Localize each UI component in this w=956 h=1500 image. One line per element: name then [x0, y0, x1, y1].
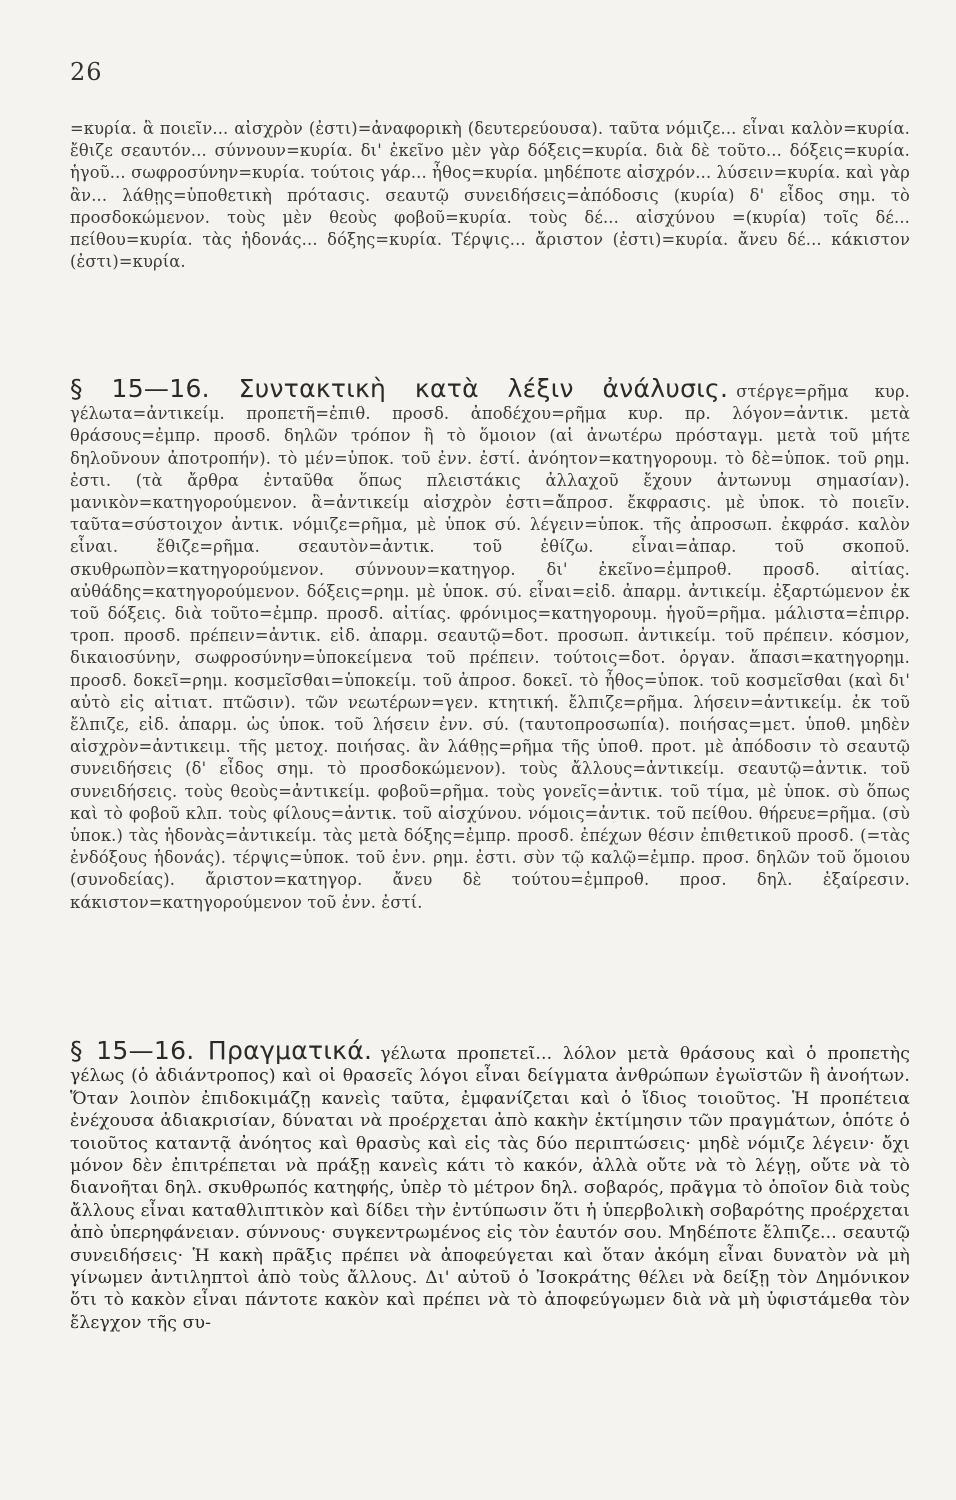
paragraph-text: =κυρία. ἃ ποιεῖν... αἰσχρὸν (ἐστι)=ἀναφορικὴ (δευτερεύουσα). ταῦτα νόμιζε... εἶναι καλὸν=κυρία. ἔθιζε σεαυτόν... σύννουν=κυρία. δι' ἐκεῖνο μὲν γὰρ δόξεις=κυρία. διὰ δὲ τοῦτο... δόξεις=κυρία. ἡγοῦ... σωφροσύνην=κυρία. τούτοις γάρ... ἦθος=κυρία. μηδέποτε αἰσχρόν... λύσειν=κυρία. καὶ γὰρ ἂν... λάθῃς=ὑποθετικὴ πρότασις. σεαυτῷ συνειδήσεις=ἀπόδοσις (κυρία) δ' εἶδος σημ. τὸ προσδοκώμενον. τοὺς μὲν θεοὺς φοβοῦ=κυρία. τοὺς δέ... αἰσχύνου =(κυρία) τοῖς δέ... πείθου=κυρία. τὰς ἡδονάς... δόξης=κυρία. Τέρψις... ἄριστον (ἐστι)=κυρία. ἄνευ δέ... κάκιστον (ἐστι)=κυρία. — [70, 119, 910, 272]
section-heading: § 15—16. Πραγματικά. — [70, 1036, 373, 1065]
section-text: στέργε=ρῆμα κυρ. γέλωτα=ἀντικείμ. προπετῆ=ἐπιθ. προσδ. ἀποδέχου=ρῆμα κυρ. πρ. λόγον=ἀντικ. μετὰ θράσους=ἐμπρ. προσδ. δηλῶν τρόπον ἢ τὸ ὅμοιον (αἱ ἀνωτέρω πρόσταγμ. μετὰ τοῦ μήτε δηλοῦνουν ἀποτροπήν). τὸ μέν=ὑποκ. τοῦ ἐνν. ἐστί. ἀνόητον=κατηγορουμ. τὸ δὲ=ὑποκ. τοῦ ρημ. ἐστι. (τὰ ἄρθρα ἐνταῦθα ὅπως πλειστάκις ἀλλαχοῦ ἔχουν ἀντωνυμ σημασίαν). μανικὸν=κατηγορούμενον. ἃ=ἀντικείμ αἰσχρὸν ἐστι=ἄπροσ. ἔκφρασις. μὲ ὑποκ. τὸ ποιεῖν. ταῦτα=σύστοιχον ἀντικ. νόμιζε=ρῆμα, μὲ ὑποκ σύ. λέγειν=ὑποκ. τῆς ἀπροσωπ. ἐκφράσ. καλὸν εἶναι. ἔθιζε=ρῆμα. σεαυτὸν=ἀντικ. τοῦ ἐθίζω. εἶναι=ἀπαρ. τοῦ σκοποῦ. σκυθρωπὸν=κατηγορούμενον. σύννουν=κατηγορ. δι' ἐκεῖνο=ἐμπροθ. προσδ. αἰτίας. αὐθάδης=κατηγορούμενον. δόξεις=ρημ. μὲ ὑποκ. σύ. εἶναι=εἰδ. ἀπαρμ. ἀντικείμ. ἐξαρτώμενον ἐκ τοῦ δόξεις. διὰ τοῦτο=ἐμπρ. προσδ. αἰτίας. φρόνιμος=κατηγορουμ. ἡγοῦ=ρῆμα. μάλιστα=ἐπιρρ. τροπ. προσδ. πρέπειν=ἀντικ. εἰδ. ἀπαρμ. σεαυτῷ=δοτ. προσωπ. ἀντικείμ. τοῦ πρέπειν. κόσμον, δικαιοσύνην, σωφροσύνην=ὑποκείμενα τοῦ πρέπειν. τούτοις=δοτ. ὀργαν. ἅπασι=κατηγορημ. προσδ. δοκεῖ=ρημ. κοσμεῖσθαι=ὑποκείμ. τοῦ ἀπροσ. δοκεῖ. τὸ ἦθος=ὑποκ. τοῦ κοσμεῖσθαι (καὶ δι' αὐτὸ εἰς αἰτιατ. πτῶσιν). τῶν νεωτέρων=γεν. κτητική. ἔλπιζε=ρῆμα. λήσειν=ἀντικείμ. ἐκ τοῦ ἔλπιζε, εἰδ. ἀπαρμ. ὡς ὑποκ. τοῦ λήσειν ἐνν. σύ. (ταυτοπροσωπία). ποιήσας=μετ. ὑποθ. μηδὲν αἰσχρὸν=ἀντικειμ. τῆς μετοχ. ποιήσας. ἂν λάθῃς=ρῆμα τῆς ὑποθ. προτ. μὲ ἀπόδοσιν τὸ σεαυτῷ συνειδήσεις (δ' εἶδος σημ. τὸ προσδοκώμενον). τοὺς ἄλλους=ἀντικείμ. σεαυτῷ=ἀντικ. τοῦ συνειδήσεις. τοὺς θεοὺς=ἀντικείμ. φοβοῦ=ρῆμα. τοὺς γονεῖς=ἀντικ. τοῦ τίμα, μὲ ὑποκ. σὺ ὅπως καὶ τὸ φοβοῦ κλπ. τοὺς φίλους=ἀντικ. τοῦ αἰσχύνου. νόμοις=ἀντικ. τοῦ πείθου. θήρευε=ρῆμα. (σὺ ὑποκ.) τὰς ἡδονὰς=ἀντικείμ. τὰς μετὰ δόξης=ἐμπρ. προσδ. ἐπέχων θέσιν ἐπιθετικοῦ προσδ. (=τὰς ἐνδόξους ἡδονάς). τέρψις=ὑποκ. τοῦ ἐνν. ρημ. ἐστι. σὺν τῷ καλῷ=ἐμπρ. προσ. δηλῶν τοῦ ὅμοιου (συνοδείας). ἄριστον=κατηγορ. ἄνευ δὲ τούτου=ἐμπροθ. προσ. δηλ. ἐξαίρεσιν. κάκιστον=κατηγορούμενον τοῦ ἐνν. ἐστί. — [70, 382, 910, 912]
paragraph-main-clauses — [70, 118, 910, 273]
section-syntactic-analysis — [70, 374, 910, 914]
page-number: 26 — [70, 58, 103, 86]
section-body — [70, 1036, 910, 1334]
section-heading: § 15—16. Συντακτικὴ κατὰ λέξιν ἀνάλυσις. — [70, 374, 729, 403]
section-body — [70, 374, 910, 914]
section-text: γέλωτα προπετεῖ... λόλον μετὰ θράσους καὶ ὁ προπετὴς γέλως (ὁ ἀδιάντροπος) καὶ οἱ θρασεῖς λόγοι εἶναι δείγματα ἀνθρώπων ἐγωϊστῶν ἢ ἀνοήτων. Ὅταν λοιπὸν ἐπιδοκιμάζῃ κανεὶς ταῦτα, ἐμφανίζεται καὶ ὁ ἴδιος τοιοῦτος. Ἡ προπέτεια ἐνέχουσα ἀδιακρισίαν, δύναται νὰ προέρχεται ἀπὸ κακὴν ἐκτίμησιν τῶν πραγμάτων, ὁπότε ὁ τοιοῦτος καταντᾷ ἀνόητος καὶ θρασὺς καὶ εἰς τὰς δύο περιπτώσεις· μηδὲ νόμιζε λέγειν· ὄχι μόνον δὲν ἐπιτρέπεται νὰ πράξῃ κανεὶς κάτι τὸ κακόν, ἀλλὰ οὔτε νὰ τὸ λέγῃ, οὔτε νὰ τὸ διανοῆται δηλ. σκυθρωπός κατηφής, ὑπὲρ τὸ μέτρον δηλ. σοβαρός, πρᾶγμα τὸ ὁποῖον διὰ τοὺς ἄλλους εἶναι καταθλιπτικὸν καὶ δίδει τὴν ἐντύπωσιν ὅτι ἡ ὑπερβολικὴ σοβαρότης προέρχεται ἀπὸ ὑπερηφάνειαν. σύννους· συγκεντρωμένος εἰς τὸν ἑαυτόν σου. Μηδέποτε ἔλπιζε... σεαυτῷ συνειδήσεις· Ἡ κακὴ πρᾶξις πρέπει νὰ ἀποφεύγεται καὶ ὅταν ἀκόμη εἶναι δυνατὸν νὰ μὴ γίνωμεν ἀντιληπτοὶ ἀπὸ τοὺς ἄλλους. Δι' αὐτοῦ ὁ Ἰσοκράτης θέλει νὰ δείξῃ τὸν Δημόνικον ὅτι τὸ κακὸν εἶναι πάντοτε κακὸν καὶ πρέπει νὰ τὸ ἀποφεύγωμεν διὰ νὰ μὴ ὑφιστάμεθα τὸν ἔλεγχον τῆς συ- — [70, 1044, 910, 1333]
section-content-notes — [70, 1036, 910, 1334]
